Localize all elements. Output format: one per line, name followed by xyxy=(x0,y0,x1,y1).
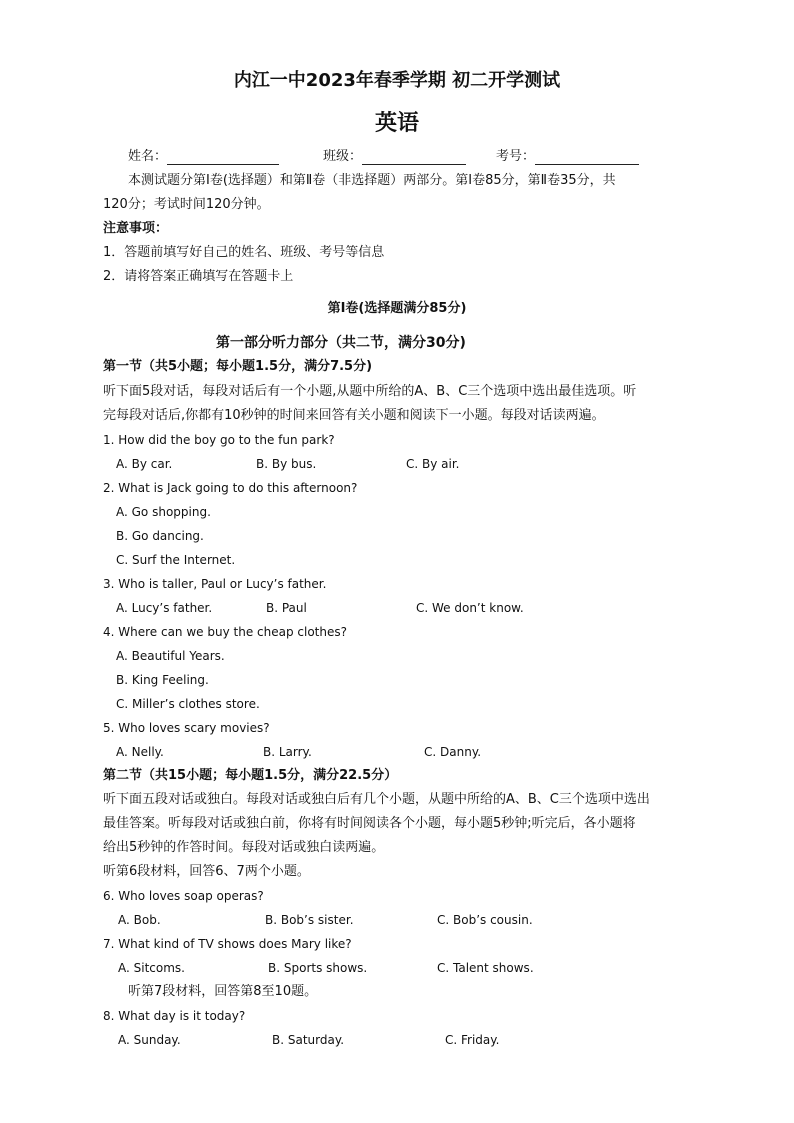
section2-heading: 第二节（共15小题；每小题1.5分，满分22.5分） xyxy=(103,768,398,783)
question-3-stem: 3. Who is taller, Paul or Lucy’s father. xyxy=(103,577,327,591)
question-4-option-a: A. Beautiful Years. xyxy=(116,649,225,663)
question-7-option-b: B. Sports shows. xyxy=(268,961,368,975)
question-3-option-b: B. Paul xyxy=(266,601,307,615)
question-7-option-c: C. Talent shows. xyxy=(437,961,534,975)
class-label: 班级： xyxy=(323,149,363,164)
question-8-stem: 8. What day is it today? xyxy=(103,1009,246,1023)
question-5-option-b: B. Larry. xyxy=(263,745,312,759)
exam-no-label: 考号： xyxy=(496,149,536,164)
question-6-option-a: A. Bob. xyxy=(118,913,161,927)
question-1-stem: 1. How did the boy go to the fun park? xyxy=(103,433,335,447)
question-4-stem: 4. Where can we buy the cheap clothes? xyxy=(103,625,347,639)
exam-subject: 英语 xyxy=(374,111,419,136)
question-7-option-a: A. Sitcoms. xyxy=(118,961,185,975)
question-6-option-c: C. Bob’s cousin. xyxy=(437,913,533,927)
question-8-option-b: B. Saturday. xyxy=(272,1033,345,1047)
exam-title: 内江一中2023年春季学期 初二开学测试 xyxy=(233,70,561,91)
question-7-stem: 7. What kind of TV shows does Mary like? xyxy=(103,937,352,951)
material-6-instr: 听第6段材料，回答6、7两个小题。 xyxy=(103,864,310,879)
name-label: 姓名： xyxy=(128,149,168,164)
class-blank xyxy=(362,151,466,165)
section1-instr-1: 听下面5段对话，每段对话后有一个小题,从题中所给的A、B、C三个选项中选出最佳选项。听 xyxy=(103,384,637,399)
exam-no-field xyxy=(496,149,639,165)
material-7-instr: 听第7段材料，回答第8至10题。 xyxy=(128,984,318,999)
question-1-option-a: A. By car. xyxy=(116,457,173,471)
name-blank xyxy=(167,151,279,165)
section2-instr-1: 听下面五段对话或独白。每段对话或独白后有几个小题，从题中所给的A、B、C三个选项中选出 xyxy=(103,792,650,807)
question-4-option-b: B. King Feeling. xyxy=(116,673,209,687)
class-field xyxy=(323,149,466,165)
section2-instr-2: 最佳答案。听每段对话或独白前，你将有时间阅读各个小题，每小题5秒钟;听完后，各小题将 xyxy=(103,816,636,831)
notice-1: 1．答题前填写好自己的姓名、班级、考号等信息 xyxy=(103,245,385,260)
section1-instr-2: 完每段对话后,你都有10秒钟的时间来回答有关小题和阅读下一小题。每段对话读两遍。 xyxy=(103,408,605,423)
question-5-stem: 5. Who loves scary movies? xyxy=(103,721,270,735)
question-1-option-c: C. By air. xyxy=(406,457,460,471)
exam-no-blank xyxy=(535,151,639,165)
question-1-option-b: B. By bus. xyxy=(256,457,317,471)
notice-2: 2．请将答案正确填写在答题卡上 xyxy=(103,269,294,284)
notice-title: 注意事项： xyxy=(103,221,169,236)
question-8-option-a: A. Sunday. xyxy=(118,1033,181,1047)
question-3-option-c: C. We don’t know. xyxy=(416,601,524,615)
question-2-option-a: A. Go shopping. xyxy=(116,505,211,519)
section2-instr-3: 给出5秒钟的作答时间。每段对话或独白读两遍。 xyxy=(103,840,385,855)
question-8-option-c: C. Friday. xyxy=(445,1033,500,1047)
question-2-option-c: C. Surf the Internet. xyxy=(116,553,236,567)
intro-line-2: 120分；考试时间120分钟。 xyxy=(103,197,270,212)
intro-line-1: 本测试题分第Ⅰ卷(选择题）和第Ⅱ卷（非选择题）两部分。第Ⅰ卷85分，第Ⅱ卷35分，共 xyxy=(128,173,616,188)
question-6-option-b: B. Bob’s sister. xyxy=(265,913,354,927)
question-4-option-c: C. Miller’s clothes store. xyxy=(116,697,260,711)
question-5-option-c: C. Danny. xyxy=(424,745,482,759)
question-6-stem: 6. Who loves soap operas? xyxy=(103,889,264,903)
volume1-heading: 第Ⅰ卷(选择题满分85分) xyxy=(327,301,467,316)
question-3-option-a: A. Lucy’s father. xyxy=(116,601,213,615)
question-2-stem: 2. What is Jack going to do this afternoon? xyxy=(103,481,358,495)
question-2-option-b: B. Go dancing. xyxy=(116,529,204,543)
name-field xyxy=(128,149,279,165)
part1-heading: 第一部分听力部分（共二节，满分30分) xyxy=(216,335,466,351)
question-5-option-a: A. Nelly. xyxy=(116,745,164,759)
section1-heading: 第一节（共5小题；每小题1.5分，满分7.5分) xyxy=(103,359,373,374)
